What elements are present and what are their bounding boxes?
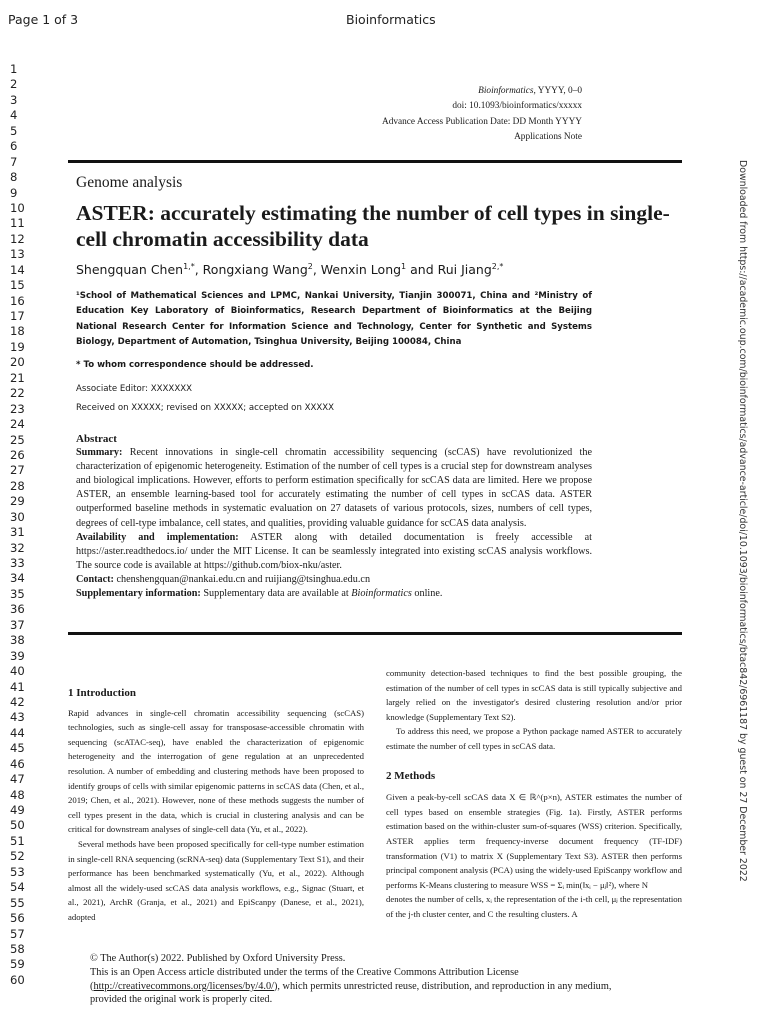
line-number: 13	[10, 247, 25, 262]
methods-heading: 2 Methods	[386, 769, 436, 782]
line-number: 55	[10, 895, 25, 910]
line-number: 19	[10, 339, 25, 354]
line-number: 53	[10, 864, 25, 879]
supplementary-text-end: online.	[411, 588, 443, 600]
license-link-line: (http://creativecommons.org/licenses/by/4.0/), which permits unrestricted reuse, distribution, and reproduction in any medium,	[90, 980, 612, 992]
download-watermark-text: Downloaded from https://academic.oup.com/bioinformatics/advance-article/doi/10.1093/bioinformatics/btac842/6961187 by guest on 27 December 2022	[737, 160, 748, 882]
author-name: Shengquan Chen	[76, 262, 184, 278]
line-number: 39	[10, 648, 25, 663]
abstract-heading: Abstract	[76, 433, 117, 445]
copyright-line: © The Author(s) 2022. Published by Oxford University Press.	[90, 953, 346, 964]
line-number: 40	[10, 664, 25, 679]
line-number: 33	[10, 556, 25, 570]
summary-label: Summary:	[76, 447, 123, 459]
line-number: 17	[10, 309, 25, 323]
line-number: 1	[10, 62, 18, 76]
line-number: 22	[10, 386, 25, 401]
line-number: 10	[10, 200, 25, 215]
line-number: 29	[10, 494, 25, 509]
running-journal-title: Bioinformatics	[346, 12, 436, 27]
license-line: This is an Open Access article distributed under the terms of the Creative Commons Attribution License	[90, 966, 519, 978]
line-number: 3	[10, 92, 18, 107]
line-number: 20	[10, 355, 25, 370]
license-line-end: provided the original work is properly cited.	[90, 994, 273, 1006]
meta-journal: Bioinformatics	[478, 86, 534, 96]
abstract-supplementary	[76, 587, 592, 601]
line-number: 44	[10, 725, 25, 740]
line-number: 59	[10, 957, 25, 972]
author-list	[76, 262, 503, 277]
line-number: 7	[10, 154, 18, 169]
line-number: 8	[10, 170, 18, 185]
methods-paragraph-2: denotes the number of cells, xᵢ the representation of the i-th cell, μⱼ the representation of the j-th cluster center, and C the resulting clusters. A	[386, 894, 682, 919]
article-title: ASTER: accurately estimating the number of cell types in single-cell chromatin accessibility data	[76, 201, 670, 251]
line-number: 6	[10, 139, 18, 154]
line-number: 2	[10, 77, 18, 92]
license-line-rest: ), which permits unrestricted reuse, distribution, and reproduction in any medium,	[273, 980, 612, 992]
contact-label: Contact:	[76, 573, 114, 585]
line-number: 16	[10, 293, 25, 308]
line-number: 58	[10, 941, 25, 956]
line-number: 38	[10, 633, 25, 648]
line-number: 31	[10, 525, 25, 540]
line-number: 51	[10, 833, 25, 848]
line-number: 49	[10, 803, 25, 817]
methods-paragraph-1: Given a peak-by-cell scCAS data X ∈ ℝ^(p×n), ASTER estimates the number of cell types based on ensemble strategies (Fig. 1a). Firstly, ASTER performs estimation based on the within-cluster sum-of-squares (WSS) criterion. Specifically, ASTER applies term frequency-inverse document frequency (TF-IDF) transformation (V1) to matrix X (Supplementary Text S3). ASTER then performs principal component analysis (PCA) using the widely-used EpiScanpy workflow and performs K-Means clustering to measure WSS = Σᵢ min(‖xᵢ − μⱼ‖²), where N	[386, 792, 682, 890]
supplementary-journal: Bioinformatics	[351, 588, 412, 600]
line-number: 4	[10, 108, 18, 123]
abstract-summary	[76, 446, 592, 531]
line-number: 50	[10, 818, 25, 833]
intro-paragraph-3: community detection-based techniques to find the best possible grouping, the estimation of the number of cell types in scCAS data is still typically subjective and largely relied on the investigator's desired clustering resolution and/or prior knowledge (Supplementary Text S2).	[386, 668, 682, 722]
correspondence-note: * To whom correspondence should be addressed.	[76, 360, 314, 370]
abstract-bottom-rule	[68, 632, 682, 635]
line-number: 28	[10, 478, 25, 493]
associate-editor: Associate Editor: XXXXXXX	[76, 384, 192, 394]
license-link[interactable]: http://creativecommons.org/licenses/by/4.0/	[93, 980, 274, 992]
license-footer	[90, 952, 700, 1007]
line-number: 32	[10, 540, 25, 555]
line-number: 24	[10, 417, 25, 432]
author-affil-mark: 1	[401, 262, 407, 271]
line-number: 34	[10, 571, 25, 586]
line-number: 43	[10, 710, 25, 725]
intro-paragraph-1: Rapid advances in single-cell chromatin accessibility sequencing (scCAS) technologies, such as single-cell assay for transposase-accessible chromatin with sequencing (scATAC-seq), have enabled the characterization of epigenomic heterogeneity and the interrogation of gene regulation at an unprecedented resolution. A number of embedding and clustering methods have been proposed to identify groups of cells with similar epigenomic patterns in scCAS data (Chen, et al., 2019; Chen, et al., 2021). However, none of these methods suggests the number of cell types present in the data, which is crucial in clustering analysis and can be critical for downstream analyses of single-cell data (Yu, et al., 2022).	[68, 707, 364, 835]
line-number: 37	[10, 617, 25, 632]
line-number: 11	[10, 216, 25, 231]
line-number: 48	[10, 787, 25, 802]
line-number: 54	[10, 880, 25, 895]
author-affil-mark: 1,*	[183, 262, 195, 271]
availability-label: Availability and implementation:	[76, 531, 239, 543]
line-number: 42	[10, 694, 25, 709]
author-affil-mark: 2,*	[491, 262, 504, 271]
author-name: , Rongxiang Wang	[194, 262, 308, 278]
line-number: 36	[10, 602, 25, 617]
page-counter: Page 1 of 3	[8, 12, 79, 27]
line-number: 41	[10, 679, 25, 694]
meta-journal-year: , YYYY, 0–0	[533, 86, 582, 96]
line-number: 14	[10, 262, 25, 277]
meta-article-type: Applications Note	[514, 131, 582, 142]
abstract-availability	[76, 531, 592, 573]
author-name: , Wenxin Long	[312, 262, 402, 278]
line-number: 5	[10, 123, 18, 138]
received-dates: Received on XXXXX; revised on XXXXX; accepted on XXXXX	[76, 403, 335, 413]
left-column	[68, 686, 364, 925]
line-number: 47	[10, 772, 25, 787]
article-meta	[282, 84, 582, 145]
line-number: 15	[10, 278, 25, 293]
line-number: 21	[10, 370, 25, 385]
meta-doi: doi: 10.1093/bioinformatics/xxxxx	[452, 101, 582, 112]
intro-paragraph-4: To address this need, we propose a Python package named ASTER to accurately estimate the number of cell types in scCAS data.	[386, 726, 682, 751]
intro-paragraph-2: Several methods have been proposed specifically for cell-type number estimation in single-cell RNA sequencing (scRNA-seq) data (Supplementary Text S1), and their performance has been benchmarked systematically (Yu, et al., 2022). Although almost all the widely-used scCAS data analysis workflows, e.g., Signac (Stuart, et al., 2021), ArchR (Granja, et al., 2021) and EpiScanpy (Danese, et al., 2021), adopted	[68, 838, 364, 922]
line-number: 27	[10, 463, 25, 478]
line-number: 30	[10, 509, 25, 524]
supplementary-text: Supplementary data are available at	[200, 588, 352, 600]
top-rule	[68, 160, 682, 163]
line-number: 12	[10, 231, 25, 246]
line-number: 18	[10, 324, 25, 339]
section-label: Genome analysis	[76, 174, 183, 191]
line-number: 56	[10, 911, 25, 926]
line-number: 9	[10, 185, 18, 200]
download-watermark	[734, 160, 750, 882]
line-number: 57	[10, 926, 25, 941]
summary-text: Recent innovations in single-cell chromatin accessibility sequencing (scCAS) have revolutionized the characterization of epigenomic heterogeneity. Estimation of the number of cell types is a crucial step for downstream analyses and biological implications. However, efforts to perform estimation specifically for scCAS data are limited. Here we propose ASTER, an ensemble learning-based tool for accurately estimating the number of cell types in scCAS data. ASTER outperformed baseline methods in systematic evaluation on 27 datasets of various protocols, sizes, numbers of cell types, degrees of cell-type imbalance, cell states, and qualities, providing valuable guidance for scCAS data analysis.	[76, 447, 592, 529]
abstract-contact	[76, 573, 592, 587]
line-number: 45	[10, 741, 25, 756]
line-number: 60	[10, 972, 25, 987]
line-numbers	[10, 62, 30, 988]
line-number: 23	[10, 401, 25, 416]
author-affil-mark: 2	[307, 262, 313, 271]
line-number: 52	[10, 849, 25, 864]
line-number: 26	[10, 447, 25, 462]
availability-text: ASTER along with detailed documentation is freely accessible at https://aster.readthedocs.io/ under the MIT License. It can be seamlessly integrated into existing scCAS analysis workflows. The source code is available at https://github.com/biox-nku/aster.	[76, 531, 592, 571]
line-number: 25	[10, 432, 25, 447]
meta-advance-access: Advance Access Publication Date: DD Month YYYY	[381, 116, 582, 127]
affiliations: ¹School of Mathematical Sciences and LPMC, Nankai University, Tianjin 300071, China and ²Ministry of Education Key Laboratory of Bioinformatics, Research Department of Bioinformatics at the Beijing National Research Center for Information Science and Technology, Center for Synthetic and Systems Biology, Department of Automation, Tsinghua University, Beijing 100084, China	[76, 291, 592, 347]
contact-text: chenshengquan@nankai.edu.cn and ruijiang@tsinghua.edu.cn	[113, 573, 371, 585]
line-number: 46	[10, 756, 25, 771]
right-column	[386, 666, 682, 922]
supplementary-label: Supplementary information:	[76, 588, 201, 600]
intro-heading: 1 Introduction	[68, 687, 136, 699]
abstract	[76, 432, 592, 601]
author-name: and Rui Jiang	[406, 262, 492, 278]
line-number: 35	[10, 586, 25, 601]
